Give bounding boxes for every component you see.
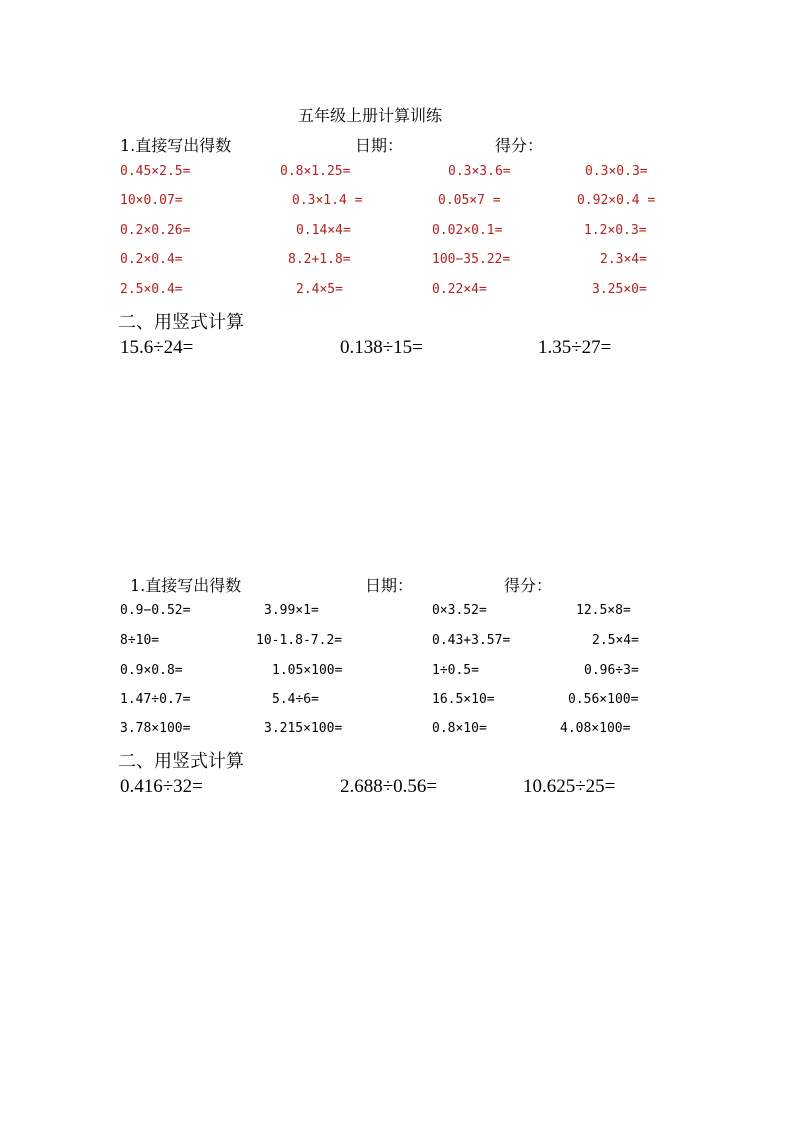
problem: 0.3×3.6=: [448, 164, 511, 179]
problem: 3.78×100=: [120, 721, 191, 736]
problem: 2.5×4=: [592, 633, 639, 648]
division-problem: 0.138÷15=: [340, 337, 423, 358]
problem: 0.43+3.57=: [432, 633, 511, 648]
problem: 0.56×100=: [568, 692, 639, 707]
problem: 0.3×0.3=: [585, 164, 648, 179]
problem: 0.05×7 =: [438, 193, 501, 208]
part2-date-label: 日期：: [365, 576, 414, 595]
problem: 16.5×10=: [432, 692, 495, 707]
part2-score-label: 得分：: [504, 576, 553, 595]
problem: 0.96÷3=: [584, 663, 639, 678]
problem: 0.9×0.8=: [120, 663, 183, 678]
problem: 8÷10=: [120, 633, 160, 648]
problem: 3.99×1=: [264, 603, 319, 618]
problem: 0.45×2.5=: [120, 164, 191, 179]
division-problem: 15.6÷24=: [120, 337, 194, 358]
problem: 0×3.52=: [432, 603, 487, 618]
division-problem: 10.625÷25=: [523, 776, 616, 797]
problem: 100−35.22=: [432, 252, 511, 267]
problem: 5.4÷6=: [272, 692, 319, 707]
problem: 3.25×0=: [592, 282, 647, 297]
problem: 8.2+1.8=: [288, 252, 351, 267]
problem: 0.22×4=: [432, 282, 487, 297]
problem: 3.215×100=: [264, 721, 343, 736]
division-problem: 1.35÷27=: [538, 337, 612, 358]
problem: 0.2×0.4=: [120, 252, 183, 267]
problem: 1÷0.5=: [432, 663, 479, 678]
problem: 10×0.07=: [120, 193, 183, 208]
problem: 4.08×100=: [560, 721, 631, 736]
division-problem: 2.688÷0.56=: [340, 776, 438, 797]
part2-heading: 1.直接写出得数: [130, 576, 242, 595]
problem: 12.5×8=: [576, 603, 631, 618]
problem: 0.2×0.26=: [120, 223, 191, 238]
problem: 2.5×0.4=: [120, 282, 183, 297]
problem: 0.9−0.52=: [120, 603, 191, 618]
worksheet-title: 五年级上册计算训练: [298, 106, 443, 125]
problem: 2.4×5=: [296, 282, 343, 297]
problem: 1.2×0.3=: [584, 223, 647, 238]
part1-heading: 1.直接写出得数: [120, 136, 232, 155]
problem: 0.8×1.25=: [280, 164, 351, 179]
problem: 0.8×10=: [432, 721, 487, 736]
problem: 0.92×0.4 =: [577, 193, 656, 208]
problem: 1.47÷0.7=: [120, 692, 191, 707]
part1-section2-heading: 二、用竖式计算: [118, 312, 244, 333]
problem: 0.3×1.4 =: [292, 193, 363, 208]
problem: 0.14×4=: [296, 223, 351, 238]
part1-date-label: 日期：: [355, 136, 404, 155]
part2-section2-heading: 二、用竖式计算: [118, 751, 244, 772]
problem: 1.05×100=: [272, 663, 343, 678]
problem: 0.02×0.1=: [432, 223, 503, 238]
division-problem: 0.416÷32=: [120, 776, 203, 797]
part1-score-label: 得分：: [495, 136, 544, 155]
problem: 2.3×4=: [600, 252, 647, 267]
problem: 10-1.8-7.2=: [256, 633, 343, 648]
